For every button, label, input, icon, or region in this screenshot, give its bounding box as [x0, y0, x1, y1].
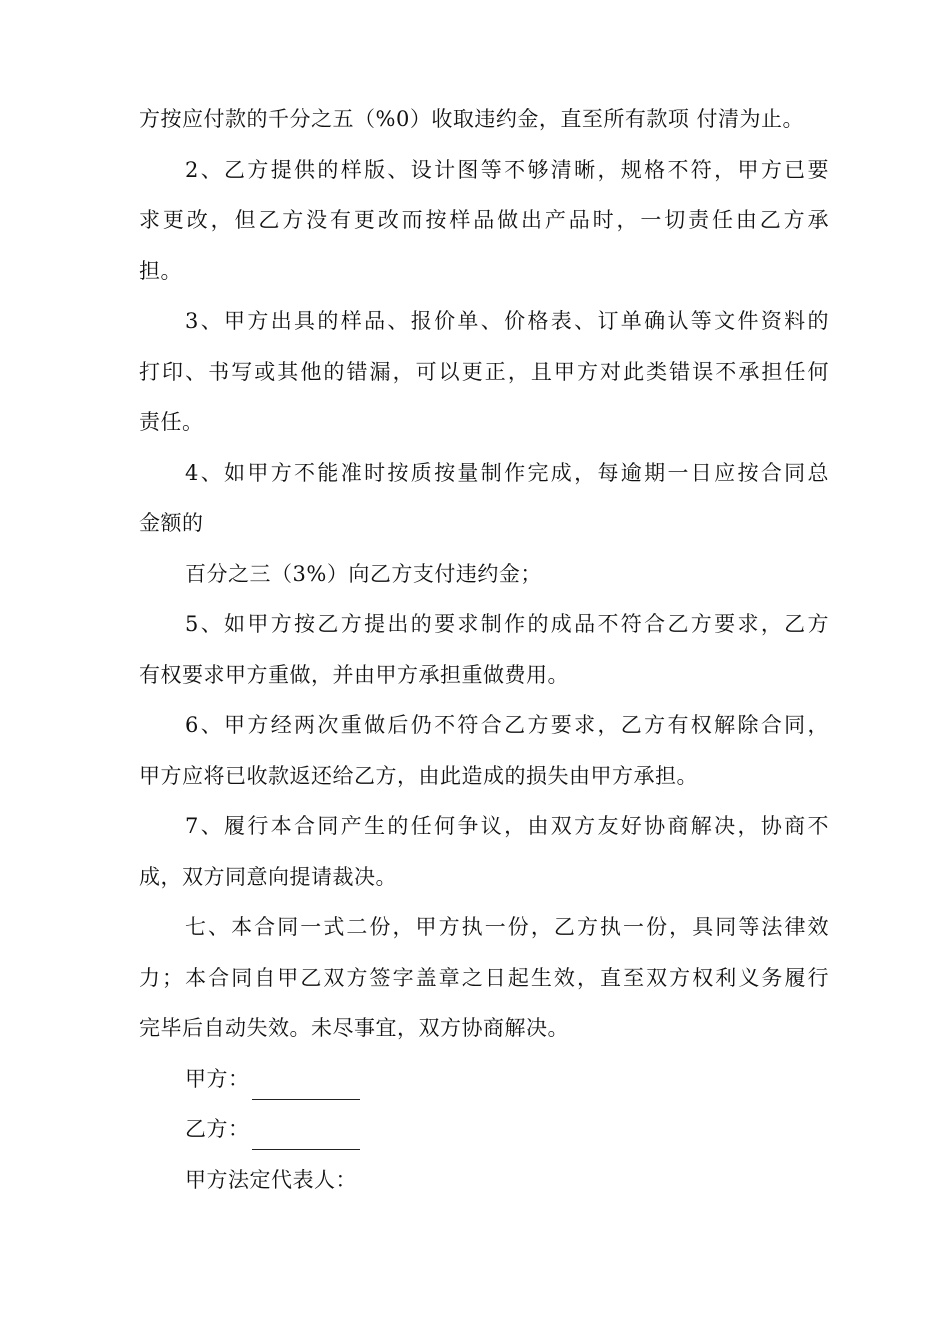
paragraph-line: 担。	[139, 258, 182, 283]
paragraph-line: 打印、书写或其他的错漏，可以更正，且甲方对此类错误不承担任何	[139, 359, 829, 384]
contract-body	[139, 98, 829, 1209]
party-a-representative-line	[139, 1159, 829, 1210]
party-b-signature-line	[139, 1108, 829, 1159]
paragraph-line: 完毕后自动失效。未尽事宜，双方协商解决。	[139, 1016, 569, 1040]
paragraph-line: 有权要求甲方重做，并由甲方承担重做费用。	[139, 662, 569, 687]
paragraph-line: 成，双方同意向提请裁决。	[139, 864, 397, 889]
party-b-label: 乙方：	[185, 1117, 250, 1141]
party-a-label: 甲方：	[185, 1066, 250, 1091]
paragraph-line: 甲方应将已收款返还给乙方，由此造成的损失由甲方承担。	[139, 763, 698, 788]
paragraph-line: 责任。	[139, 410, 204, 434]
paragraph-line: 方按应付款的千分之五（%0）收取违约金，直至所有款项 付清为止。	[139, 107, 804, 131]
party-a-representative-label: 甲方法定代表人：	[185, 1167, 357, 1192]
party-a-signature-line	[139, 1058, 829, 1109]
party-a-signature-blank[interactable]	[252, 1073, 360, 1100]
paragraph-line: 3、甲方出具的样品、报价单、价格表、订单确认等文件资料的	[185, 309, 829, 333]
paragraph-line: 力；本合同自甲乙双方签字盖章之日起生效，直至双方权利义务履行	[139, 965, 829, 990]
paragraph-line: 4、如甲方不能准时按质按量制作完成，每逾期一日应按合同总	[185, 460, 829, 485]
paragraph-line: 百分之三（3%）向乙方支付违约金；	[185, 561, 542, 586]
paragraph-line: 求更改，但乙方没有更改而按样品做出产品时，一切责任由乙方承	[139, 208, 829, 232]
paragraph-line: 2、乙方提供的样版、设计图等不够清晰，规格不符，甲方已要	[185, 157, 829, 182]
paragraph-line: 6、甲方经两次重做后仍不符合乙方要求，乙方有权解除合同，	[185, 713, 829, 737]
paragraph-line: 7、履行本合同产生的任何争议，由双方友好协商解决，协商不	[185, 814, 829, 838]
paragraph-line: 金额的	[139, 511, 204, 535]
paragraph-line: 5、如甲方按乙方提出的要求制作的成品不符合乙方要求，乙方	[185, 612, 829, 636]
party-b-signature-blank[interactable]	[252, 1123, 360, 1150]
paragraph-line: 七、本合同一式二份，甲方执一份，乙方执一份，具同等法律效	[185, 915, 829, 939]
